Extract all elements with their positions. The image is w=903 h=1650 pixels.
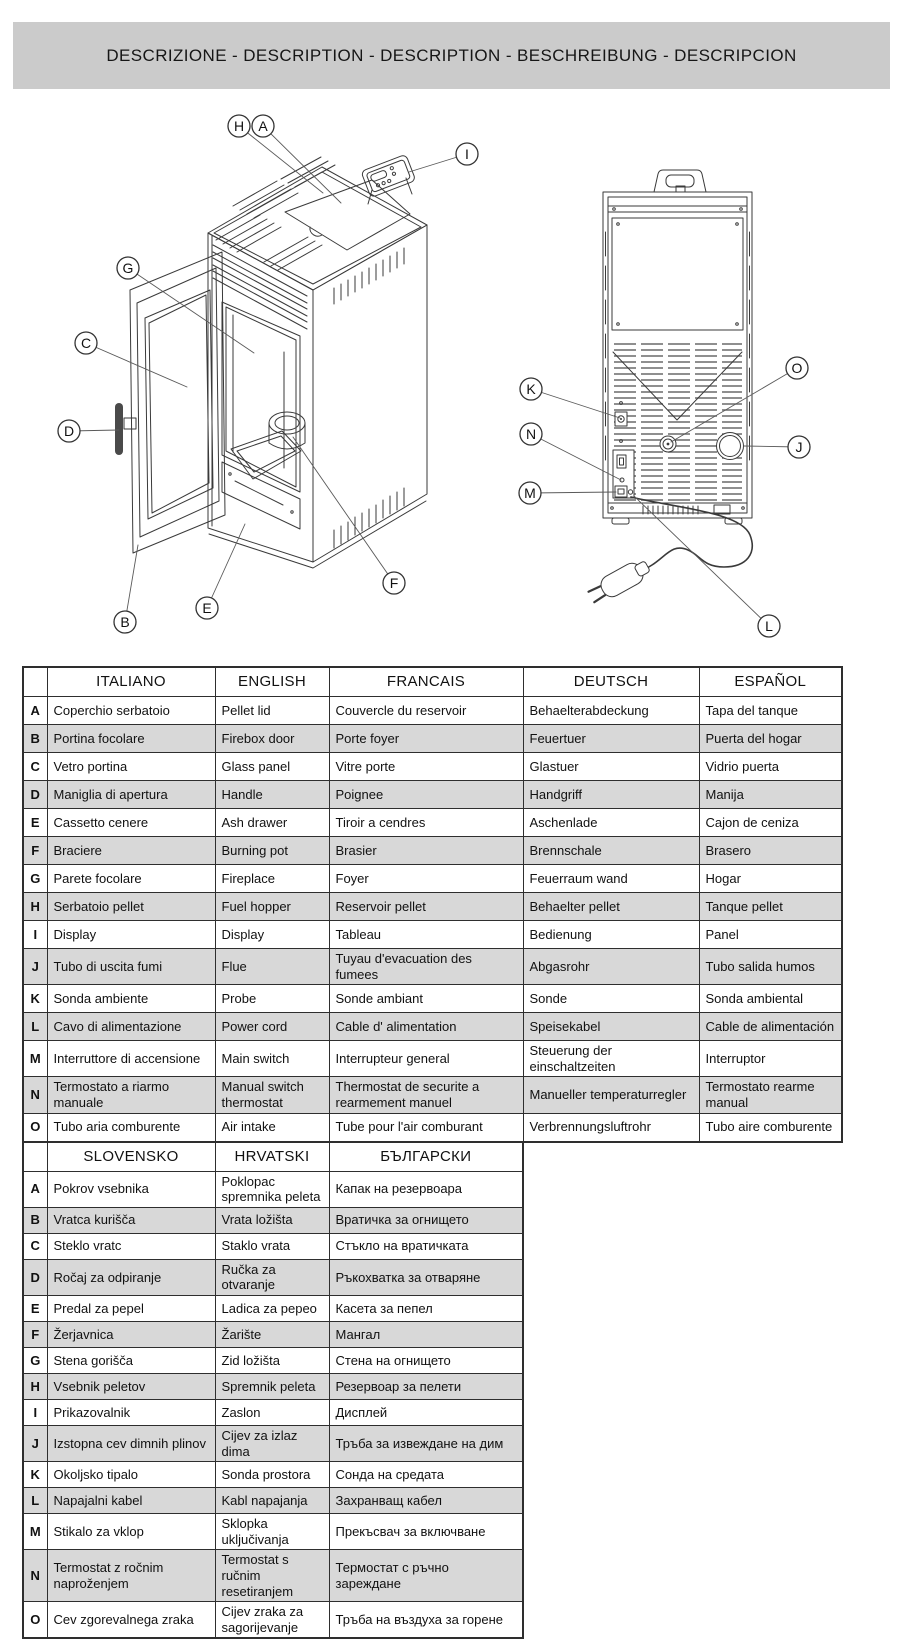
leader-line-G (128, 268, 254, 353)
callout-M (519, 482, 541, 504)
table-cell: Poklopac spremnika peleta (215, 1171, 329, 1207)
table-cell: Portina focolare (47, 725, 215, 753)
callout-N (520, 423, 542, 445)
table-cell: Сонда на средата (329, 1462, 523, 1488)
callout-K (520, 378, 542, 400)
stove-rear-view (586, 170, 752, 607)
table-row-E (23, 1295, 523, 1321)
table-cell: Steklo vratc (47, 1233, 215, 1259)
row-letter: B (23, 1207, 47, 1233)
table-cell: Дисплей (329, 1399, 523, 1425)
table-cell: Feuerraum wand (523, 865, 699, 893)
row-letter: J (23, 949, 47, 985)
table-corner-cell (23, 667, 47, 697)
table-cell: Thermostat de securite a rearmement manuel (329, 1077, 523, 1113)
power-cord (631, 497, 752, 573)
table-cell: Ash drawer (215, 809, 329, 837)
stove-diagrams (0, 0, 903, 666)
table-cell: Tanque pellet (699, 893, 842, 921)
table-row-B (23, 1207, 523, 1233)
table-cell: Cable de alimentación (699, 1013, 842, 1041)
table-row-H (23, 893, 842, 921)
table-cell: Tubo di uscita fumi (47, 949, 215, 985)
table-cell: Fuel hopper (215, 893, 329, 921)
table-cell: Speisekabel (523, 1013, 699, 1041)
table-cell: Захранващ кабел (329, 1488, 523, 1514)
row-letter: H (23, 1373, 47, 1399)
door-handle (115, 403, 123, 455)
svg-text:K: K (526, 381, 536, 397)
table-cell: Interrupteur general (329, 1041, 523, 1077)
leader-line-A (263, 126, 341, 203)
row-letter: G (23, 1347, 47, 1373)
table-cell: Okoljsko tipalo (47, 1462, 215, 1488)
row-letter: C (23, 1233, 47, 1259)
table-cell: Ladica za pepeo (215, 1295, 329, 1321)
table-cell: Poignee (329, 781, 523, 809)
table-cell: Sonda ambiente (47, 985, 215, 1013)
table-cell: Maniglia di apertura (47, 781, 215, 809)
table-cell: Vidrio puerta (699, 753, 842, 781)
row-letter: G (23, 865, 47, 893)
column-header: ITALIANO (47, 667, 215, 697)
table-cell: Interruptor (699, 1041, 842, 1077)
table-cell: Cajon de ceniza (699, 809, 842, 837)
table-cell: Puerta del hogar (699, 725, 842, 753)
table-cell: Kabl napajanja (215, 1488, 329, 1514)
leader-line-H (239, 126, 323, 193)
table-cell: Interruttore di accensione (47, 1041, 215, 1077)
column-header: FRANCAIS (329, 667, 523, 697)
electrical-panel (613, 450, 634, 498)
table-row-I (23, 1399, 523, 1425)
leader-line-L (634, 496, 769, 626)
table-cell: Verbrennungsluftrohr (523, 1113, 699, 1142)
rear-upper-panel (612, 218, 743, 330)
languages-table-secondary (22, 1141, 524, 1640)
table-row-L (23, 1488, 523, 1514)
table-cell: Manija (699, 781, 842, 809)
table-cell: Sonde (523, 985, 699, 1013)
table-cell: Vratca kurišča (47, 1207, 215, 1233)
table-cell: Tubo salida humos (699, 949, 842, 985)
column-header: ENGLISH (215, 667, 329, 697)
table-cell: Ručka za otvaranje (215, 1259, 329, 1295)
table-cell: Handle (215, 781, 329, 809)
table-cell: Sonde ambiant (329, 985, 523, 1013)
row-letter: F (23, 1321, 47, 1347)
table-row-F (23, 1321, 523, 1347)
row-letter: L (23, 1488, 47, 1514)
table-row-C (23, 753, 842, 781)
callout-F (383, 572, 405, 594)
table-cell: Fireplace (215, 865, 329, 893)
table-cell: Tableau (329, 921, 523, 949)
callout-D (58, 420, 80, 442)
table-cell: Касета за пепел (329, 1295, 523, 1321)
table-cell: Cev zgorevalnega zraka (47, 1602, 215, 1639)
table-cell: Žerjavnica (47, 1321, 215, 1347)
row-letter: I (23, 1399, 47, 1425)
parts-tables (22, 666, 843, 1639)
table-cell: Prikazovalnik (47, 1399, 215, 1425)
table-row-A (23, 697, 842, 725)
table-cell: Brennschale (523, 837, 699, 865)
column-header: HRVATSKI (215, 1142, 329, 1172)
table-cell: Glass panel (215, 753, 329, 781)
row-letter: M (23, 1514, 47, 1550)
svg-text:D: D (63, 423, 75, 439)
side-vent-slats-bottom (334, 488, 404, 548)
rear-top-handle (654, 170, 706, 192)
column-header: ESPAÑOL (699, 667, 842, 697)
table-cell: Резервоар за пелети (329, 1373, 523, 1399)
table-cell: Izstopna cev dimnih plinov (47, 1425, 215, 1461)
table-row-K (23, 1462, 523, 1488)
flue-outlet (717, 433, 744, 460)
table-cell: Vetro portina (47, 753, 215, 781)
table-cell: Cijev za izlaz dima (215, 1425, 329, 1461)
table-cell: Glastuer (523, 753, 699, 781)
table-cell: Steuerung der einschaltzeiten (523, 1041, 699, 1077)
door-glass-panel (145, 290, 213, 519)
table-row-L (23, 1013, 842, 1041)
table-cell: Tuyau d'evacuation des fumees (329, 949, 523, 985)
svg-text:L: L (765, 618, 773, 634)
door-handle-bracket (124, 418, 136, 429)
table-cell: Termostato a riarmo manuale (47, 1077, 215, 1113)
row-letter: A (23, 1171, 47, 1207)
table-cell: Abgasrohr (523, 949, 699, 985)
table-row-O (23, 1113, 842, 1142)
callout-L (758, 615, 780, 637)
table-row-G (23, 1347, 523, 1373)
firebox-opening (222, 302, 300, 492)
table-row-D (23, 1259, 523, 1295)
table-row-D (23, 781, 842, 809)
callout-I (456, 143, 478, 165)
row-letter: D (23, 781, 47, 809)
svg-text:E: E (202, 600, 212, 616)
display-panel (361, 154, 416, 197)
table-cell: Panel (699, 921, 842, 949)
table-corner-cell (23, 1142, 47, 1172)
svg-text:G: G (122, 260, 134, 276)
table-cell: Ročaj za odpiranje (47, 1259, 215, 1295)
table-row-N (23, 1550, 523, 1602)
table-cell: Staklo vrata (215, 1233, 329, 1259)
row-letter: B (23, 725, 47, 753)
table-cell: Termostat z ročnim naproženjem (47, 1550, 215, 1602)
table-row-H (23, 1373, 523, 1399)
callout-E (196, 597, 218, 619)
table-cell: Cijev zraka za sagorijevanje (215, 1602, 329, 1639)
table-row-G (23, 865, 842, 893)
svg-text:O: O (791, 360, 803, 376)
table-cell: Brasero (699, 837, 842, 865)
column-header: БЪЛГАРСКИ (329, 1142, 523, 1172)
table-cell: Tubo aria comburente (47, 1113, 215, 1142)
side-vent-slats-top (334, 248, 404, 304)
stove-front-view (115, 154, 427, 568)
svg-text:J: J (795, 439, 803, 455)
top-vent-slats (216, 157, 335, 270)
row-letter: A (23, 697, 47, 725)
leader-line-E (207, 524, 245, 608)
table-cell: Display (215, 921, 329, 949)
table-cell: Porte foyer (329, 725, 523, 753)
table-cell: Мангал (329, 1321, 523, 1347)
table-cell: Pellet lid (215, 697, 329, 725)
table-cell: Power cord (215, 1013, 329, 1041)
table-cell: Стъкло на вратичката (329, 1233, 523, 1259)
callout-J (788, 436, 810, 458)
table-cell: Sonda ambiental (699, 985, 842, 1013)
rear-foot-left (612, 518, 629, 524)
table-cell: Капак на резервоара (329, 1171, 523, 1207)
table-cell: Cassetto cenere (47, 809, 215, 837)
svg-text:H: H (233, 118, 245, 134)
svg-text:N: N (525, 426, 537, 442)
table-cell: Sklopka uključivanja (215, 1514, 329, 1550)
table-cell: Sonda prostora (215, 1462, 329, 1488)
table-row-F (23, 837, 842, 865)
table-row-E (23, 809, 842, 837)
table-cell: Probe (215, 985, 329, 1013)
table-row-K (23, 985, 842, 1013)
table-cell: Firebox door (215, 725, 329, 753)
page-title: DESCRIZIONE - DESCRIPTION - DESCRIPTION - BESCHREIBUNG - DESCRIPCION (106, 45, 797, 65)
table-cell: Foyer (329, 865, 523, 893)
table-cell: Cavo di alimentazione (47, 1013, 215, 1041)
table-cell: Tube pour l'air comburant (329, 1113, 523, 1142)
leader-line-K (531, 389, 620, 418)
callout-H (228, 115, 250, 137)
table-cell: Stikalo za vklop (47, 1514, 215, 1550)
table-row-O (23, 1602, 523, 1639)
column-header: SLOVENSKO (47, 1142, 215, 1172)
table-cell: Main switch (215, 1041, 329, 1077)
table-cell: Zaslon (215, 1399, 329, 1425)
row-letter: J (23, 1425, 47, 1461)
table-cell: Predal za pepel (47, 1295, 215, 1321)
table-cell: Bedienung (523, 921, 699, 949)
front-vent-slats (213, 245, 307, 329)
table-cell: Hogar (699, 865, 842, 893)
stove-top-face (208, 167, 427, 290)
table-header-row (23, 1142, 523, 1172)
table-cell: Stena gorišča (47, 1347, 215, 1373)
column-header: DEUTSCH (523, 667, 699, 697)
table-cell: Parete focolare (47, 865, 215, 893)
table-cell: Pokrov vsebnika (47, 1171, 215, 1207)
svg-text:F: F (389, 575, 399, 591)
table-cell: Tapa del tanque (699, 697, 842, 725)
table-row-I (23, 921, 842, 949)
row-letter: L (23, 1013, 47, 1041)
table-cell: Coperchio serbatoio (47, 697, 215, 725)
table-cell: Termostat s ručnim resetiranjem (215, 1550, 329, 1602)
air-intake (660, 436, 676, 452)
table-cell: Manual switch thermostat (215, 1077, 329, 1113)
table-cell: Zid ložišta (215, 1347, 329, 1373)
power-plug (586, 556, 653, 606)
table-cell: Manueller temperaturregler (523, 1077, 699, 1113)
table-cell: Spremnik peleta (215, 1373, 329, 1399)
callout-A (252, 115, 274, 137)
languages-table-main (22, 666, 843, 1143)
row-letter: M (23, 1041, 47, 1077)
svg-text:B: B (120, 614, 130, 630)
table-cell: Couvercle du reservoir (329, 697, 523, 725)
table-cell: Handgriff (523, 781, 699, 809)
svg-text:C: C (80, 335, 92, 351)
table-row-N (23, 1077, 842, 1113)
table-row-J (23, 1425, 523, 1461)
row-letter: H (23, 893, 47, 921)
table-row-C (23, 1233, 523, 1259)
table-cell: Napajalni kabel (47, 1488, 215, 1514)
table-row-J (23, 949, 842, 985)
callout-G (117, 257, 139, 279)
leader-line-B (125, 545, 138, 622)
leader-line-C (86, 343, 187, 387)
table-row-A (23, 1171, 523, 1207)
leader-line-F (293, 437, 394, 583)
table-cell: Behaelterabdeckung (523, 697, 699, 725)
table-cell: Serbatoio pellet (47, 893, 215, 921)
table-row-M (23, 1041, 842, 1077)
table-cell: Vrata ložišta (215, 1207, 329, 1233)
row-letter: E (23, 809, 47, 837)
row-letter: K (23, 1462, 47, 1488)
table-cell: Brasier (329, 837, 523, 865)
table-row-M (23, 1514, 523, 1550)
table-cell: Тръба за извеждане на дим (329, 1425, 523, 1461)
table-cell: Termostato rearme manual (699, 1077, 842, 1113)
fireplace-wall (233, 315, 284, 468)
table-cell: Vsebnik peletov (47, 1373, 215, 1399)
row-letter: F (23, 837, 47, 865)
table-cell: Žarište (215, 1321, 329, 1347)
svg-text:M: M (524, 485, 536, 501)
table-cell: Ръкохватка за отваряне (329, 1259, 523, 1295)
callout-B (114, 611, 136, 633)
table-cell: Flue (215, 949, 329, 985)
row-letter: K (23, 985, 47, 1013)
callout-O (786, 357, 808, 379)
table-cell: Display (47, 921, 215, 949)
row-letter: I (23, 921, 47, 949)
row-letter: O (23, 1113, 47, 1142)
ash-drawer-front (222, 462, 300, 529)
table-cell: Tiroir a cendres (329, 809, 523, 837)
table-cell: Aschenlade (523, 809, 699, 837)
table-cell: Термостат с ръчно зареждане (329, 1550, 523, 1602)
table-cell: Vitre porte (329, 753, 523, 781)
table-cell: Tubo aire comburente (699, 1113, 842, 1142)
svg-text:A: A (258, 118, 268, 134)
table-row-B (23, 725, 842, 753)
stove-right-face (313, 225, 427, 562)
firebox-door (130, 252, 225, 553)
table-cell: Reservoir pellet (329, 893, 523, 921)
rear-top-band (608, 206, 747, 212)
row-letter: E (23, 1295, 47, 1321)
svg-text:I: I (465, 146, 469, 162)
table-cell: Air intake (215, 1113, 329, 1142)
stove-base-lines (209, 501, 426, 568)
row-letter: C (23, 753, 47, 781)
table-cell: Behaelter pellet (523, 893, 699, 921)
table-cell: Тръба на въздуха за горене (329, 1602, 523, 1639)
row-letter: D (23, 1259, 47, 1295)
row-letter: N (23, 1077, 47, 1113)
table-cell: Cable d' alimentation (329, 1013, 523, 1041)
row-letter: O (23, 1602, 47, 1639)
row-letter: N (23, 1550, 47, 1602)
table-cell: Стена на огнището (329, 1347, 523, 1373)
table-cell: Braciere (47, 837, 215, 865)
table-header-row (23, 667, 842, 697)
table-cell: Вратичка за огнището (329, 1207, 523, 1233)
table-cell: Feuertuer (523, 725, 699, 753)
table-cell: Burning pot (215, 837, 329, 865)
callout-C (75, 332, 97, 354)
table-cell: Прекъсвач за включване (329, 1514, 523, 1550)
